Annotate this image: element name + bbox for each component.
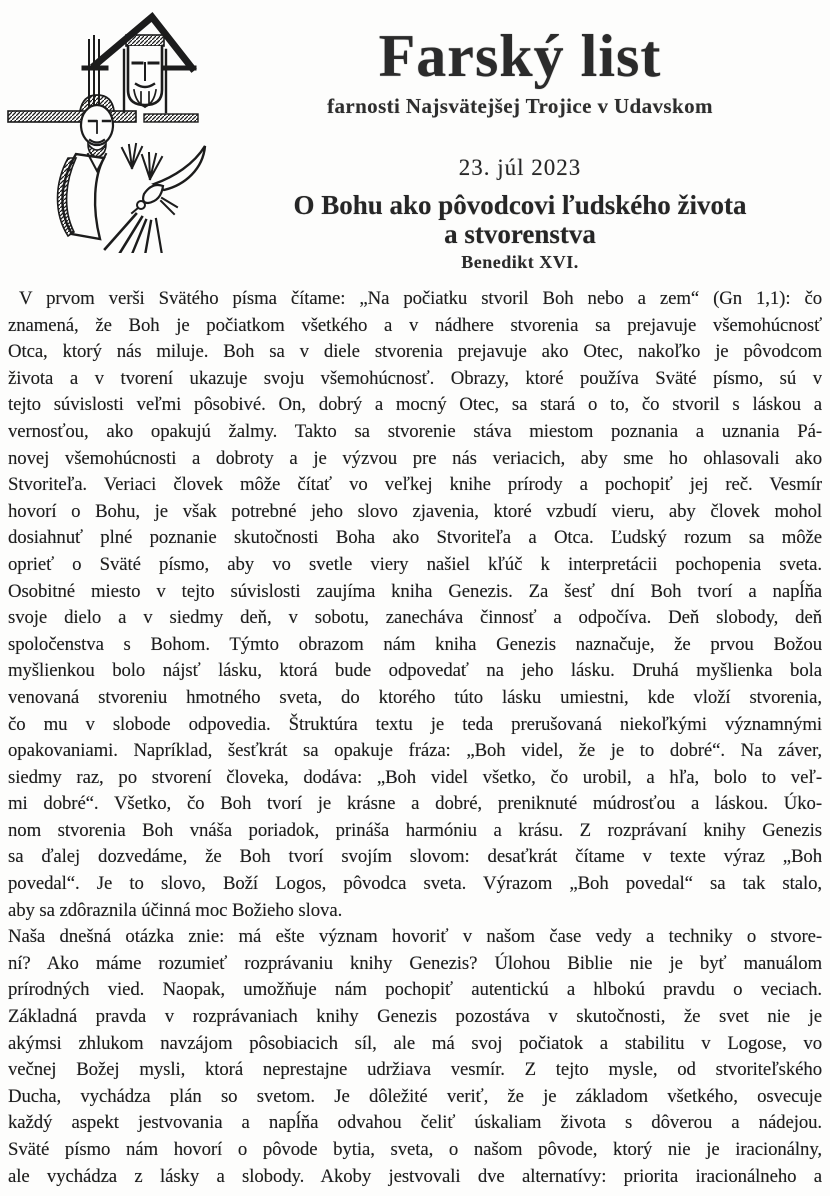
body-line: Ducha, vychádza plán so svetom. Je dôležité veriť, že je základom všetkého, osvecuje — [8, 1085, 822, 1107]
article-title-line1: O Bohu ako pôvodcovi ľudského života — [293, 190, 747, 220]
body-line: oprieť o Sväté písmo, aby vo svetle viery našiel kľúč k interpretácii pochopenia sveta. — [8, 553, 822, 575]
body-line: ale vychádza z lásky a slobody. Akoby jestvovali dve alternatívy: priorita iracionálneho a — [8, 1165, 822, 1187]
body-line: hovorí o Bohu, je však potrebné jeho slovo zjavenia, ktoré vzbudí vieru, aby človek mohol — [8, 500, 822, 522]
body-line: nom stvorenia Boh vnáša poriadok, prináša harmóniu a krásu. Z rozprávaní knihy Genezis — [8, 819, 822, 841]
article-author: Benedikt XVI. — [461, 252, 579, 272]
body-line: Osobitné miesto v tejto súvislosti zaujíma kniha Genezis. Za šesť dní Boh tvorí a napĺňa — [8, 580, 822, 602]
body-line: tejto súvislosti veľmi pôsobivé. On, dobrý a mocný Otec, sa stará o to, čo stvoril s láskou a — [8, 394, 822, 416]
body-line: večnej Božej mysli, ktorá neprestajne udržiava vesmír. Z tejto mysle, od stvoriteľského — [8, 1059, 822, 1081]
body-line: Sväté písmo nám hovorí o pôvode bytia, sveta, o našom pôvode, ktorý nie je iracionálny, — [8, 1139, 822, 1160]
body-line: aby sa zdôraznila účinná moc Božieho slova. — [8, 899, 343, 921]
newsletter-subtitle: farnosti Najsvätejšej Trojice v Udavskom — [327, 94, 713, 118]
body-line: znamená, že Boh je počiatkom všetkého a v nádhere stvorenia sa prejavuje všemohúcnosť — [8, 314, 822, 336]
body-line: čo mu v slobode odpovedia. Štruktúra textu je teda prerušovaná niekoľkými významnými — [8, 713, 822, 735]
newsletter-title: Farský list — [378, 23, 662, 89]
body-line: akýmsi zhlukom navzájom pôsobiacich síl, ale má svoj počiatok a stabilitu v Logose, vo — [8, 1032, 822, 1054]
body-line: Otca, ktorý nás miluje. Boh sa v diele stvorenia prejavuje ako Otec, nakoľko je pôvodcom — [8, 341, 822, 363]
body-line: mi dobré“. Všetko, čo Boh tvorí je krásne a dobré, preniknuté múdrosťou a láskou. Úko- — [8, 793, 822, 815]
body-line: života a v tvorení ukazuje svoju všemohúcnosť. Obrazy, ktoré používa Sväté písmo, sú v — [8, 367, 822, 389]
body-line: ní? Ako máme rozumieť rozprávaniu knihy Genezis? Úlohou Biblie nie je byť manuálom — [8, 952, 822, 974]
body-line: myšlienkou bolo nájsť lásku, ktorá bude odpovedať na jeho lásku. Druhá myšlienka bola — [8, 660, 822, 682]
body-line: Stvoriteľa. Veriaci človek môže čítať vo veľkej knihe prírody a pochopiť jej reč. Vesmír — [8, 474, 822, 496]
body-line: prírodných vied. Naopak, umožňuje nám pochopiť autentickú a hlbokú pravdu o veciach. — [8, 979, 822, 1001]
body-line: vernosťou, ako opakujú žalmy. Takto sa stvorenie stáva miestom poznania a uznania Pá- — [8, 420, 822, 442]
issue-date: 23. júl 2023 — [458, 155, 582, 180]
article-body — [8, 286, 822, 1190]
body-line: povedal“. Je to slovo, Boží Logos, pôvodca sveta. Výrazom „Boh povedal“ sa tak stalo, — [8, 873, 822, 895]
body-line: svoje dielo a v siedmy deň, v sobotu, zanecháva činnosť a odpočíva. Deň slobody, deň — [8, 607, 822, 629]
body-line: dosiahnuť plné poznanie skutočnosti Boha ako Stvoriteľa a Otca. Ľudský rozum sa môže — [8, 527, 822, 549]
body-line: každý aspekt jestvovania a napĺňa odvahou čeliť úskaliam života s dôverou a nádejou. — [8, 1112, 822, 1134]
body-line: Základná pravda v rozprávaniach knihy Genezis pozostáva v skutočnosti, že svet nie je — [8, 1006, 822, 1028]
body-line: novej všemohúcnosti a dobroty a je výzvou pre nás veriacich, aby sme ho ohlasovali ako — [8, 447, 822, 469]
holy-trinity-illustration — [4, 8, 214, 253]
body-line: spoločenstva s Bohom. Týmto obrazom nám kniha Genezis naznačuje, že prvou Božou — [8, 633, 822, 655]
body-line: V prvom verši Svätého písma čítame: „Na počiatku stvoril Boh nebo a zem“ (Gn 1,1): čo — [19, 288, 822, 309]
holy-trinity-logo — [4, 8, 214, 253]
masthead-text — [222, 0, 818, 273]
body-line: opakovaniami. Napríklad, šesťkrát sa opakuje fráza: „Boh videl, že je to dobré“. Na záver, — [8, 740, 822, 762]
article-title — [222, 191, 818, 249]
article-title-line2: a stvorenstva — [444, 219, 596, 249]
body-line: siedmy raz, po stvorení človeka, dodáva: „Boh videl všetko, čo urobil, a hľa, bolo to veľ- — [8, 766, 822, 788]
body-line: sa ďalej dozvedáme, že Boh tvorí svojím slovom: desaťkrát čítame v texte výraz „Boh — [8, 846, 822, 868]
body-line: venovaná stvoreniu hmotného sveta, do ktorého túto lásku umiestni, kde vloží stvorenia, — [8, 686, 822, 708]
body-line: Naša dnešná otázka znie: má ešte význam hovoriť v našom čase vedy a techniky o stvore- — [8, 926, 822, 948]
